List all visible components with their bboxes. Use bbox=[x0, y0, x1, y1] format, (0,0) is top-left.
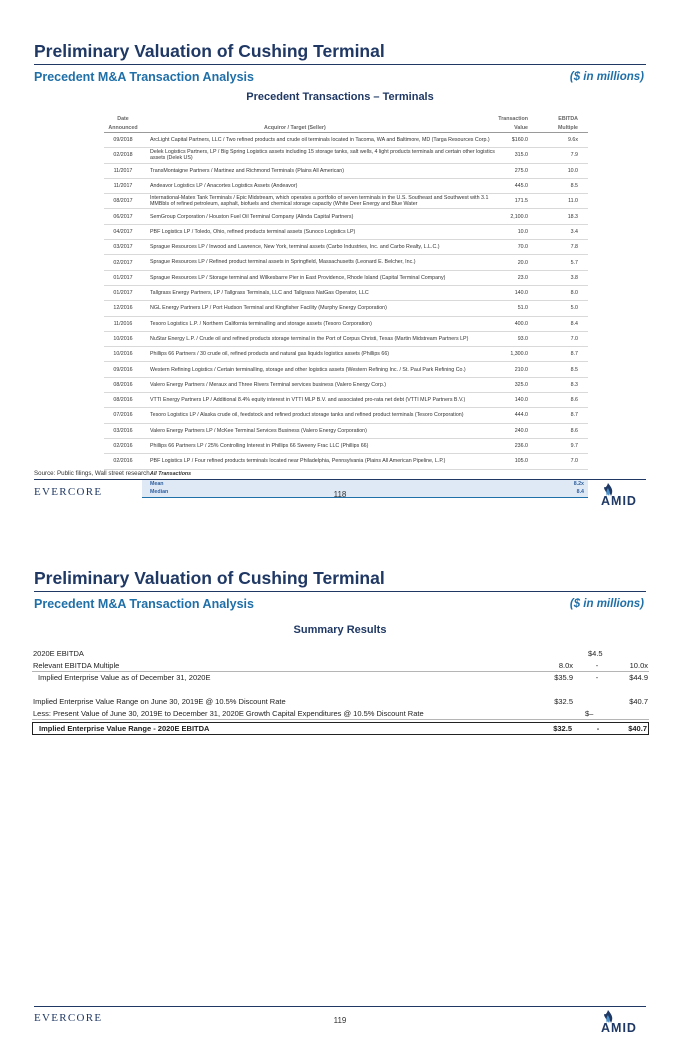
transaction-value-cell: 445.0 bbox=[514, 183, 528, 190]
date-cell: 10/2016 bbox=[113, 336, 133, 342]
summary-results-table bbox=[32, 648, 649, 735]
row-label: Less: Present Value of June 30, 2019E to December 31, 2020E Growth Capital Expenditures @ 10.5% Discount Rate bbox=[33, 708, 424, 718]
stat-label: Median bbox=[150, 489, 169, 496]
transaction-value-cell: 2,100.0 bbox=[510, 213, 528, 220]
acquiror-target-cell: Valero Energy Partners / Meraux and Three Rivers Terminal services business (Valero Energy Corp.) bbox=[150, 381, 387, 388]
ebitda-multiple-cell: 9.7 bbox=[570, 443, 578, 450]
acquiror-target-cell: Tesoro Logistics LP / Alaska crude oil, feedstock and refined product storage tanks and refined product terminals (Tesoro Corporation) bbox=[150, 412, 464, 419]
transaction-value-cell: 20.0 bbox=[517, 259, 528, 266]
ebitda-value: $4.5 bbox=[588, 649, 603, 658]
date-cell: 01/2017 bbox=[113, 274, 133, 281]
ebitda-multiple-cell: 8.5 bbox=[570, 183, 578, 190]
amid-logo bbox=[592, 1009, 652, 1043]
table-row bbox=[104, 408, 588, 423]
acquiror-target-cell: Valero Energy Partners LP / McKee Terminal Services Business (Valero Energy Corporation) bbox=[150, 427, 367, 434]
transaction-value-cell: 240.0 bbox=[514, 427, 528, 434]
acquiror-target-cell: NGL Energy Partners LP / Port Hudson Terminal and Kingfisher Facility (Murphy Energy Corporation) bbox=[150, 305, 387, 312]
ebitda-multiple-cell: 7.0 bbox=[570, 336, 578, 342]
acquiror-target-cell: Tallgrass Energy Partners, LP / Tallgrass Terminals, LLC and Tallgrass NatGas Operator, LLC bbox=[150, 290, 369, 297]
table-row bbox=[104, 194, 588, 209]
evercore-logo: EVERCORE bbox=[34, 486, 103, 498]
ebitda-multiple-cell: 8.7 bbox=[570, 351, 578, 358]
transaction-value-cell: $160.0 bbox=[511, 137, 528, 144]
header-acquiror: Acquiror / Target (Seller) bbox=[264, 125, 326, 131]
transaction-value-cell: 400.0 bbox=[514, 320, 528, 327]
ebitda-multiple-cell: 9.6x bbox=[567, 137, 578, 144]
row-label: Implied Enterprise Value as of December 31, 2020E bbox=[38, 673, 211, 682]
footer-divider bbox=[34, 479, 646, 480]
acquiror-target-cell: Delek Logistics Partners, LP / Big Spring Logistics assets including 15 storage tanks, salt wells, 4 light products terminals and certain other logistics assets (Delek US) bbox=[150, 149, 495, 162]
transaction-value-cell: 23.0 bbox=[517, 274, 528, 281]
ebitda-multiple-cell: 5.7 bbox=[570, 259, 578, 266]
transactions-table bbox=[104, 114, 588, 498]
acquiror-target-cell: TransMontaigne Partners / Martinez and Richmond Terminals (Plains All American) bbox=[150, 167, 345, 174]
date-cell: 09/2018 bbox=[113, 137, 133, 144]
all-transactions-label: All Transactions bbox=[150, 470, 192, 477]
date-cell: 10/2016 bbox=[113, 351, 133, 358]
ebitda-multiple-cell: 8.3 bbox=[570, 381, 578, 388]
range-dash: - bbox=[595, 673, 599, 682]
multiple-high: 10.0x bbox=[629, 660, 648, 670]
table-row bbox=[104, 271, 588, 286]
date-cell: 09/2016 bbox=[113, 366, 133, 373]
units-note: ($ in millions) bbox=[569, 71, 644, 83]
transaction-value-cell: 171.5 bbox=[514, 198, 528, 205]
acquiror-target-cell: Phillips 66 Partners / 30 crude oil, refined products and natural gas liquids logistics assets (Phillips 66) bbox=[150, 351, 390, 358]
table-header bbox=[104, 114, 588, 133]
date-cell: 06/2017 bbox=[113, 213, 133, 220]
date-cell: 11/2017 bbox=[113, 167, 133, 174]
row-label: Implied Enterprise Value Range on June 30, 2019E @ 10.5% Discount Rate bbox=[33, 697, 286, 706]
range-high: $40.7 bbox=[628, 723, 647, 733]
ebitda-multiple-cell: 8.5 bbox=[570, 366, 578, 373]
capex-value: $– bbox=[585, 708, 594, 718]
ebitda-multiple-cell: 7.0 bbox=[570, 458, 578, 465]
date-cell: 03/2016 bbox=[113, 427, 133, 434]
page-number: 119 bbox=[333, 1016, 347, 1025]
ebitda-multiple-cell: 8.4 bbox=[570, 320, 578, 327]
acquiror-target-cell: Sprague Resources LP / Storage terminal and Wilkesbarre Pier in East Providence, Rhode Island (Capital Terminal Company) bbox=[150, 274, 446, 281]
transaction-value-cell: 444.0 bbox=[514, 412, 528, 419]
page-subtitle: Precedent M&A Transaction Analysis bbox=[34, 597, 254, 611]
row-label: Implied Enterprise Value Range - 2020E EBITDA bbox=[39, 723, 210, 733]
ev-june-low: $32.5 bbox=[554, 697, 573, 706]
date-cell: 08/2016 bbox=[113, 397, 133, 404]
transaction-value-cell: 140.0 bbox=[514, 397, 528, 404]
ebitda-multiple-cell: 8.6 bbox=[570, 397, 578, 404]
table-row bbox=[104, 317, 588, 332]
row-implied-ev bbox=[32, 672, 649, 684]
ebitda-multiple-cell: 5.0 bbox=[570, 305, 578, 312]
range-dash: - bbox=[596, 723, 600, 733]
acquiror-target-cell: Sprague Resources LP / Inwood and Lawrence, New York, terminal assets (Carbo Industries, Inc. and Carbo Realty, L.L.C.) bbox=[150, 244, 440, 251]
row-ev-june bbox=[32, 684, 649, 708]
table-row bbox=[104, 332, 588, 347]
acquiror-target-cell: SemGroup Corporation / Houston Fuel Oil Terminal Company (Alinda Capital Partners) bbox=[150, 213, 354, 220]
ebitda-multiple-cell: 8.0 bbox=[570, 290, 578, 297]
acquiror-target-cell: Sprague Resources LP / Refined product terminal assets in Springfield, Massachusetts (Leonard E. Belcher, Inc.) bbox=[150, 259, 416, 266]
title-divider bbox=[34, 591, 646, 592]
ebitda-multiple-cell: 7.8 bbox=[570, 244, 578, 251]
stat-row-mean bbox=[142, 480, 588, 489]
section-title: Precedent Transactions – Terminals bbox=[246, 91, 434, 103]
date-cell: 04/2017 bbox=[113, 228, 133, 235]
row-multiple bbox=[32, 660, 649, 673]
header-multiple: Multiple bbox=[557, 125, 578, 131]
acquiror-target-cell: PBF Logistics LP / Four refined products terminals located near Philadelphia, Pennsylvania (Plains All American Pipeline, L.P.) bbox=[150, 458, 446, 465]
section-title: Summary Results bbox=[293, 624, 387, 636]
date-cell: 07/2016 bbox=[113, 412, 133, 419]
transaction-value-cell: 70.0 bbox=[517, 244, 528, 251]
header-rule bbox=[104, 132, 588, 133]
acquiror-target-cell: NuStar Energy L.P. / Crude oil and refined products storage terminal in the Port of Corpus Christi, Texas (Martin Midstream Partners LP) bbox=[150, 335, 469, 342]
acquiror-target-cell: ArcLight Capital Partners, LLC / Two refined products and crude oil terminals located in Tacoma, WA and Baltimore, MD (Targa Resources Corp.) bbox=[150, 137, 490, 144]
stat-value: 8.2x bbox=[573, 480, 584, 487]
ebitda-multiple-cell: 8.7 bbox=[570, 412, 578, 419]
acquiror-target-cell: International-Matex Tank Terminals / Epic Midstream, which operates a portfolio of seven terminals in the U.S. Southeast and Southwest with 3.1 MMBbls of refined petroleum, asphalt, biofuels and chemical storage capacity (White Deer Energy and Blue Water bbox=[150, 195, 489, 208]
ebitda-multiple-cell: 11.0 bbox=[568, 198, 578, 205]
transaction-value-cell: 51.0 bbox=[517, 305, 528, 312]
date-cell: 02/2017 bbox=[113, 259, 133, 266]
page-119 bbox=[0, 525, 680, 1051]
transaction-value-cell: 10.0 bbox=[517, 228, 528, 235]
table-row bbox=[104, 424, 588, 439]
ebitda-multiple-cell: 18.3 bbox=[567, 213, 578, 220]
multiple-low: 8.0x bbox=[558, 660, 573, 670]
ebitda-multiple-cell: 3.4 bbox=[570, 228, 578, 235]
header-value: Value bbox=[514, 125, 528, 131]
table-row bbox=[104, 362, 588, 377]
table-row bbox=[104, 225, 588, 240]
row-capex bbox=[32, 708, 649, 721]
ebitda-multiple-cell: 3.8 bbox=[570, 274, 578, 281]
acquiror-target-cell: Tesoro Logistics L.P. / Northern California terminalling and storage assets (Tesoro Corporation) bbox=[150, 320, 372, 327]
date-cell: 11/2016 bbox=[113, 320, 133, 327]
table-row bbox=[104, 164, 588, 179]
transaction-value-cell: 210.0 bbox=[514, 366, 528, 373]
header-announced: Announced bbox=[108, 125, 138, 131]
page-subtitle: Precedent M&A Transaction Analysis bbox=[34, 70, 254, 84]
date-cell: 11/2017 bbox=[113, 183, 133, 190]
date-cell: 01/2017 bbox=[113, 290, 133, 297]
ebitda-multiple-cell: 10.0 bbox=[567, 167, 578, 174]
table-body bbox=[104, 133, 588, 470]
transaction-value-cell: 93.0 bbox=[517, 336, 528, 342]
table-row bbox=[104, 255, 588, 270]
amid-logo-text: AMID bbox=[601, 1021, 637, 1035]
row-implied-range bbox=[32, 722, 649, 735]
date-cell: 02/2016 bbox=[113, 443, 133, 450]
date-cell: 02/2016 bbox=[113, 458, 133, 465]
date-cell: 02/2018 bbox=[113, 152, 133, 159]
range-dash: - bbox=[595, 660, 599, 670]
row-label: Relevant EBITDA Multiple bbox=[33, 660, 120, 670]
page-title: Preliminary Valuation of Cushing Terminal bbox=[34, 568, 385, 588]
amid-logo-text: AMID bbox=[601, 494, 637, 508]
page-number: 118 bbox=[333, 490, 347, 499]
header-date: Date bbox=[117, 116, 129, 122]
table-row bbox=[104, 347, 588, 362]
acquiror-target-cell: Phillips 66 Partners LP / 25% Controlling Interest in Phillips 66 Sweeny Frac LLC (Phillips 66) bbox=[150, 442, 369, 449]
table-row bbox=[104, 301, 588, 316]
ev-low: $35.9 bbox=[554, 673, 573, 682]
evercore-logo: EVERCORE bbox=[34, 1012, 103, 1024]
acquiror-target-cell: Andeavor Logistics LP / Anacortes Logistics Assets (Andeavor) bbox=[150, 182, 298, 189]
stat-value: 8.4 bbox=[576, 489, 584, 496]
table-row bbox=[104, 393, 588, 408]
page-title: Preliminary Valuation of Cushing Terminal bbox=[34, 41, 385, 61]
range-low: $32.5 bbox=[553, 723, 572, 733]
footer-divider bbox=[34, 1006, 646, 1007]
table-row bbox=[104, 378, 588, 393]
amid-logo bbox=[592, 482, 652, 516]
header-transaction: Transaction bbox=[498, 116, 528, 122]
transaction-value-cell: 236.0 bbox=[514, 443, 528, 450]
table-row bbox=[104, 454, 588, 469]
page-118 bbox=[0, 0, 680, 525]
source-note: Source: Public filings, Wall street research. bbox=[34, 470, 152, 477]
ebitda-multiple-cell: 8.6 bbox=[570, 427, 578, 434]
ebitda-multiple-cell: 7.9 bbox=[570, 152, 578, 159]
table-row bbox=[104, 439, 588, 454]
table-row bbox=[104, 148, 588, 163]
date-cell: 12/2016 bbox=[113, 305, 133, 312]
transaction-value-cell: 275.0 bbox=[514, 167, 528, 174]
transaction-value-cell: 105.0 bbox=[514, 458, 528, 465]
acquiror-target-cell: Western Refining Logistics / Certain terminalling, storage and other logistics assets (Western Refining Inc. / St. Paul Park Refining Co.) bbox=[150, 366, 466, 373]
units-note: ($ in millions) bbox=[569, 598, 644, 610]
table-row bbox=[104, 179, 588, 194]
stat-label: Mean bbox=[150, 480, 164, 487]
transaction-value-cell: 140.0 bbox=[514, 290, 528, 297]
table-row bbox=[104, 209, 588, 224]
row-label: 2020E EBITDA bbox=[33, 649, 84, 658]
header-ebitda: EBITDA bbox=[558, 116, 578, 122]
transaction-value-cell: 325.0 bbox=[514, 381, 528, 388]
date-cell: 03/2017 bbox=[113, 244, 133, 251]
table-row bbox=[104, 133, 588, 148]
ev-june-high: $40.7 bbox=[629, 697, 648, 706]
title-divider bbox=[34, 64, 646, 65]
date-cell: 08/2016 bbox=[113, 381, 133, 388]
transaction-value-cell: 1,300.0 bbox=[510, 351, 528, 358]
ev-high: $44.9 bbox=[629, 673, 648, 682]
table-row bbox=[104, 286, 588, 301]
acquiror-target-cell: PBF Logistics LP / Toledo, Ohio, refined products terminal assets (Sunoco Logistics LP) bbox=[150, 228, 356, 235]
acquiror-target-cell: VTTI Energy Partners LP / Additional 8.4% equity interest in VTTI MLP B.V. and associated pro-rata net debt (VTTI MLP Partners B.V.) bbox=[150, 397, 466, 404]
date-cell: 08/2017 bbox=[113, 198, 133, 205]
row-ebitda bbox=[32, 648, 649, 660]
transaction-value-cell: 315.0 bbox=[514, 152, 528, 159]
table-row bbox=[104, 240, 588, 255]
